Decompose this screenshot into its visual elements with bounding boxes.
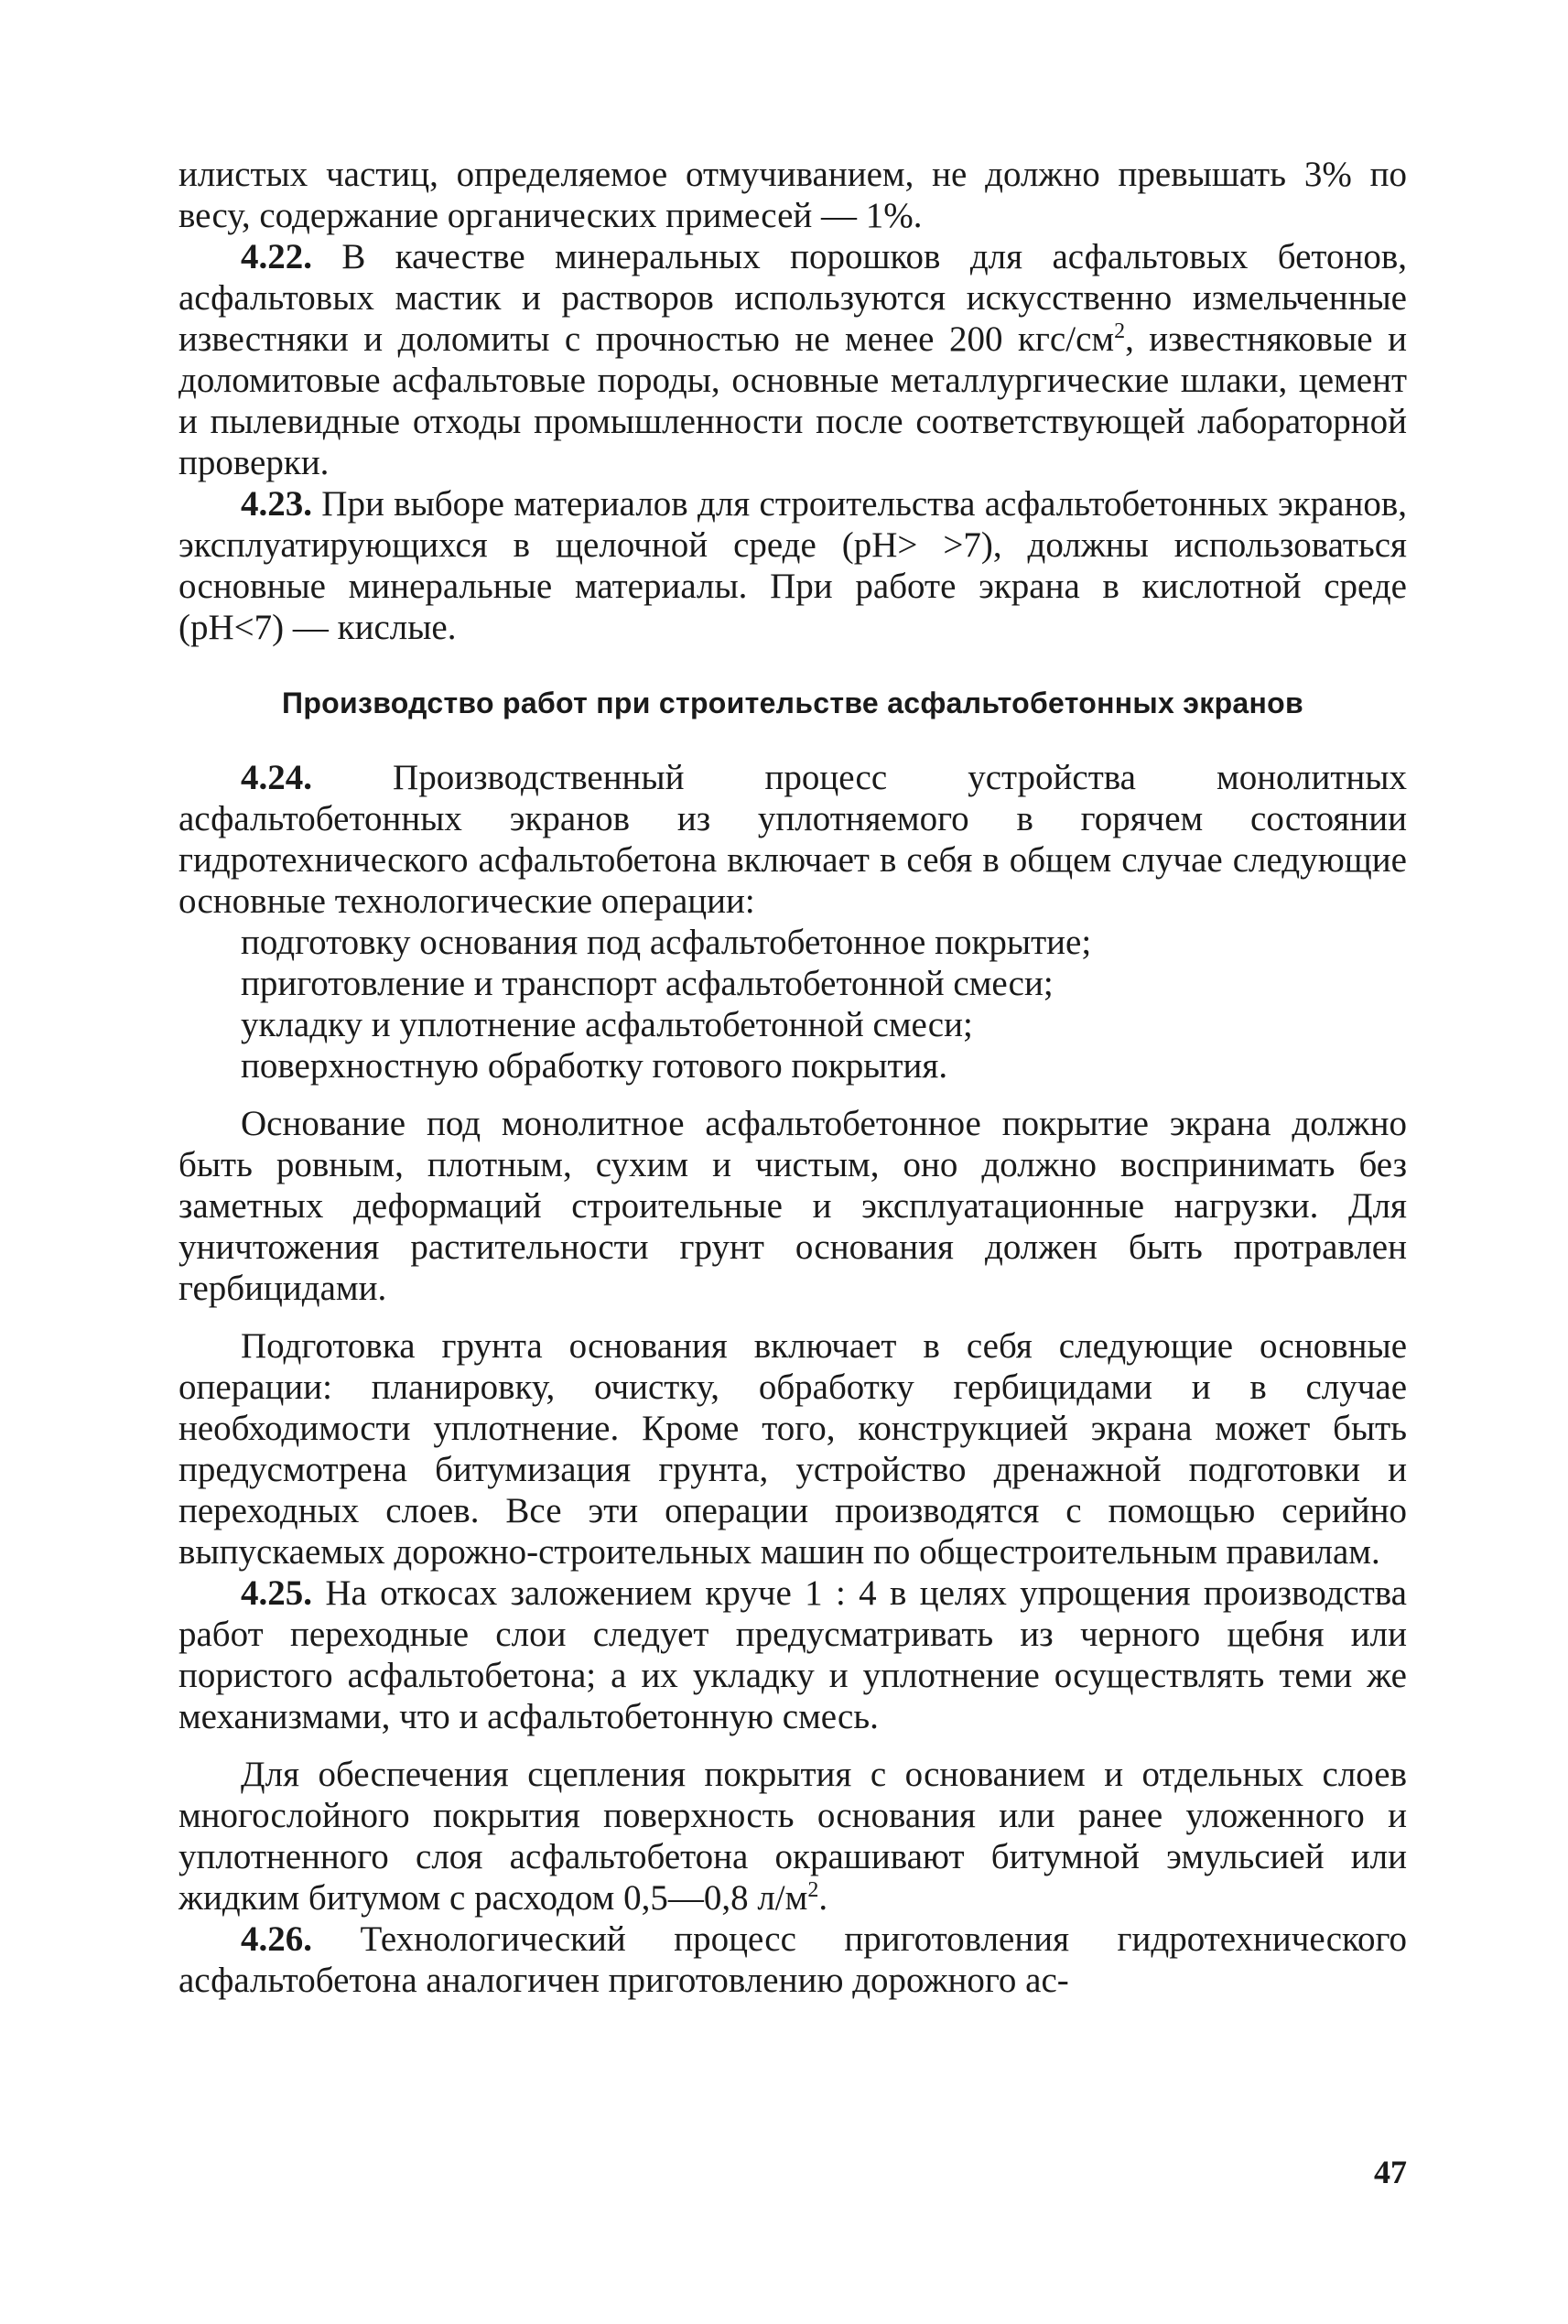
superscript-2: 2	[1114, 319, 1126, 343]
paragraph-4-24	[178, 757, 1407, 922]
clause-text-4-23: При выборе материалов для строительства асфальтобетонных экранов, эксплуатирующихся в щелочной среде (pH> >7), должны использоваться основные минеральные материалы. При работе экрана в кислотной среде (pH<7) — кислые.	[178, 484, 1407, 647]
clause-number-4-25: 4.25.	[241, 1573, 312, 1613]
paragraph-preparation: Подготовка грунта основания включает в себя следующие основные операции: планировку, очистку, обработку гербицидами и в случае необходимости уплотнение. Кроме того, конструкцией экрана может быть предусмотрена битумизация грунта, устройство дренажной подготовки и переходных слоев. Все эти операции производятся с помощью серийно выпускаемых дорожно-строительных машин по общестроительным правилам.	[178, 1326, 1407, 1572]
clause-number-4-26: 4.26.	[241, 1919, 312, 1959]
paragraph-4-25	[178, 1573, 1407, 1737]
clause-number-4-23: 4.23.	[241, 484, 312, 524]
adhesion-tail: .	[818, 1878, 828, 1918]
clause-text-4-22-tail: , известняковые и доломитовые асфальтовые породы, основные металлургические шлаки, цемент и пылевидные отходы промышленности после соответствующей лабораторной проверки.	[178, 319, 1407, 482]
list-item: укладку и уплотнение асфальтобетонной смеси;	[241, 1005, 973, 1044]
list-item: поверхностную обработку готового покрытия.	[241, 1046, 948, 1086]
list-item: приготовление и транспорт асфальтобетонной смеси;	[241, 964, 1054, 1003]
paragraph-4-22	[178, 236, 1407, 483]
paragraph-base: Основание под монолитное асфальтобетонное покрытие экрана должно быть ровным, плотным, сухим и чистым, оно должно воспринимать без заметных деформаций строительные и эксплуатационные нагрузки. Для уничтожения растительности грунт основания должен быть протравлен гербицидами.	[178, 1104, 1407, 1308]
document-page	[178, 154, 1407, 2001]
clause-text-4-24: Производственный процесс устройства монолитных асфальтобетонных экранов из уплотняемого в горячем состоянии гидротехнического асфальтобетона включает в себя в общем случае следующие основные технологические операции:	[178, 758, 1407, 921]
clause-number-4-22: 4.22.	[241, 237, 312, 276]
clause-text-4-26: Технологический процесс приготовления гидротехнического асфальтобетона аналогичен приготовлению дорожного ас-	[178, 1919, 1407, 2000]
paragraph-intro: илистых частиц, определяемое отмучиванием, не должно превышать 3% по весу, содержание органических примесей — 1%.	[178, 155, 1407, 235]
paragraph-adhesion	[178, 1754, 1407, 1919]
clause-number-4-24: 4.24.	[241, 758, 312, 797]
paragraph-4-26	[178, 1919, 1407, 2001]
section-heading: Производство работ при строительстве асфальтобетонных экранов	[282, 686, 1303, 719]
clause-text-4-22: В качестве минеральных порошков для асфальтовых бетонов, асфальтовых мастик и растворов используются искусственно измельченные известняки и доломиты с прочностью не менее 200 кгс/см	[178, 237, 1407, 359]
page-number: 47	[1374, 2154, 1407, 2190]
clause-text-4-25: На откосах заложением круче 1 : 4 в целях упрощения производства работ переходные слои следует предусматривать из черного щебня или пористого асфальтобетона; а их укладку и уплотнение осуществлять теми же механизмами, что и асфальтобетонную смесь.	[178, 1573, 1407, 1736]
superscript-2: 2	[807, 1878, 819, 1902]
list-item: подготовку основания под асфальтобетонное покрытие;	[241, 923, 1092, 962]
adhesion-text: Для обеспечения сцепления покрытия с основанием и отдельных слоев многослойного покрытия поверхность основания или ранее уложенного и уплотненного слоя асфальтобетона окрашивают битумной эмульсией или жидким битумом с расходом 0,5—0,8 л/м	[178, 1755, 1407, 1918]
operations-list	[178, 922, 1407, 1086]
paragraph-4-23	[178, 483, 1407, 648]
